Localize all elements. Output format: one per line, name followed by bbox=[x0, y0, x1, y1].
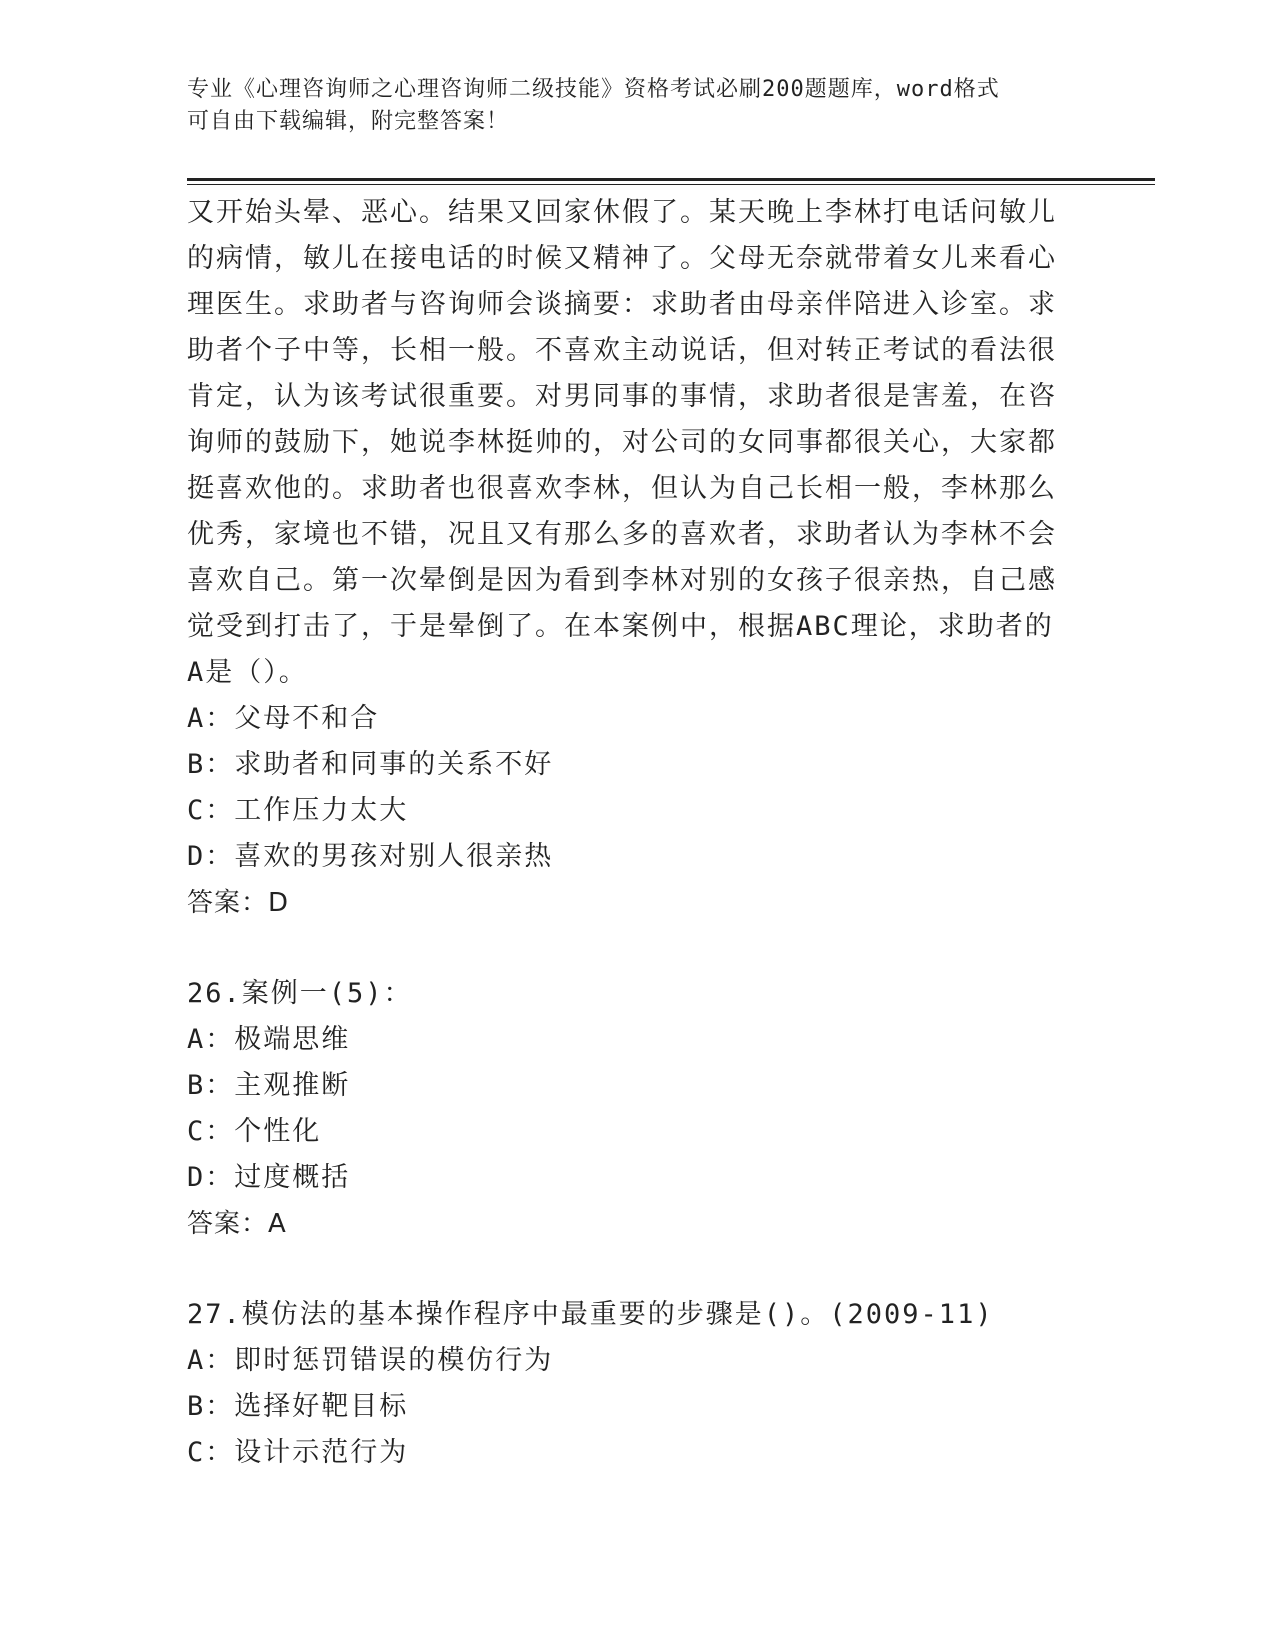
passage-line: 助者个子中等，长相一般。不喜欢主动说话，但对转正考试的看法很 bbox=[187, 335, 1057, 366]
option-c: C：设计示范行为 bbox=[187, 1437, 409, 1468]
question-25 bbox=[187, 190, 1087, 926]
header-divider-thick bbox=[187, 178, 1155, 181]
passage-line: A是（）。 bbox=[187, 657, 308, 688]
spacer bbox=[187, 926, 1087, 971]
option-a: A：父母不和合 bbox=[187, 703, 380, 734]
passage-line: 优秀，家境也不错，况且又有那么多的喜欢者，求助者认为李林不会 bbox=[187, 519, 1057, 550]
answer: 答案：A bbox=[187, 1209, 287, 1239]
spacer bbox=[187, 1247, 1087, 1292]
answer: 答案：D bbox=[187, 888, 290, 918]
passage-line: 肯定，认为该考试很重要。对男同事的事情，求助者很是害羞，在咨 bbox=[187, 381, 1057, 412]
passage-line: 询师的鼓励下，她说李林挺帅的，对公司的女同事都很关心，大家都 bbox=[187, 427, 1057, 458]
question-26 bbox=[187, 971, 1087, 1247]
option-d: D：过度概括 bbox=[187, 1162, 351, 1193]
option-b: B：选择好靶目标 bbox=[187, 1391, 409, 1422]
passage-line: 喜欢自己。第一次晕倒是因为看到李林对别的女孩子很亲热，自己感 bbox=[187, 565, 1057, 596]
passage-line: 挺喜欢他的。求助者也很喜欢李林，但认为自己长相一般，李林那么 bbox=[187, 473, 1057, 504]
passage-line: 的病情，敏儿在接电话的时候又精神了。父母无奈就带着女儿来看心 bbox=[187, 243, 1057, 274]
option-b: B：求助者和同事的关系不好 bbox=[187, 749, 554, 780]
option-a: A：极端思维 bbox=[187, 1024, 351, 1055]
question-stem: 26.案例一(5)： bbox=[187, 978, 413, 1009]
option-b: B：主观推断 bbox=[187, 1070, 351, 1101]
question-stem: 27.模仿法的基本操作程序中最重要的步骤是()。(2009-11) bbox=[187, 1299, 994, 1330]
passage-line: 又开始头晕、恶心。结果又回家休假了。某天晚上李林打电话问敏儿 bbox=[187, 197, 1057, 228]
document-header bbox=[187, 74, 1087, 138]
passage-line: 觉受到打击了，于是晕倒了。在本案例中，根据ABC理论，求助者的 bbox=[187, 611, 1054, 642]
option-a: A：即时惩罚错误的模仿行为 bbox=[187, 1345, 554, 1376]
question-27 bbox=[187, 1292, 1087, 1476]
option-d: D：喜欢的男孩对别人很亲热 bbox=[187, 841, 554, 872]
document-body bbox=[187, 190, 1087, 1476]
header-line-1: 专业《心理咨询师之心理咨询师二级技能》资格考试必刷200题题库，word格式 bbox=[187, 77, 1000, 102]
header-line-2: 可自由下载编辑，附完整答案！ bbox=[187, 109, 510, 134]
header-divider-thin bbox=[187, 184, 1155, 185]
option-c: C：工作压力太大 bbox=[187, 795, 409, 826]
option-c: C：个性化 bbox=[187, 1116, 322, 1147]
passage-line: 理医生。求助者与咨询师会谈摘要：求助者由母亲伴陪进入诊室。求 bbox=[187, 289, 1057, 320]
